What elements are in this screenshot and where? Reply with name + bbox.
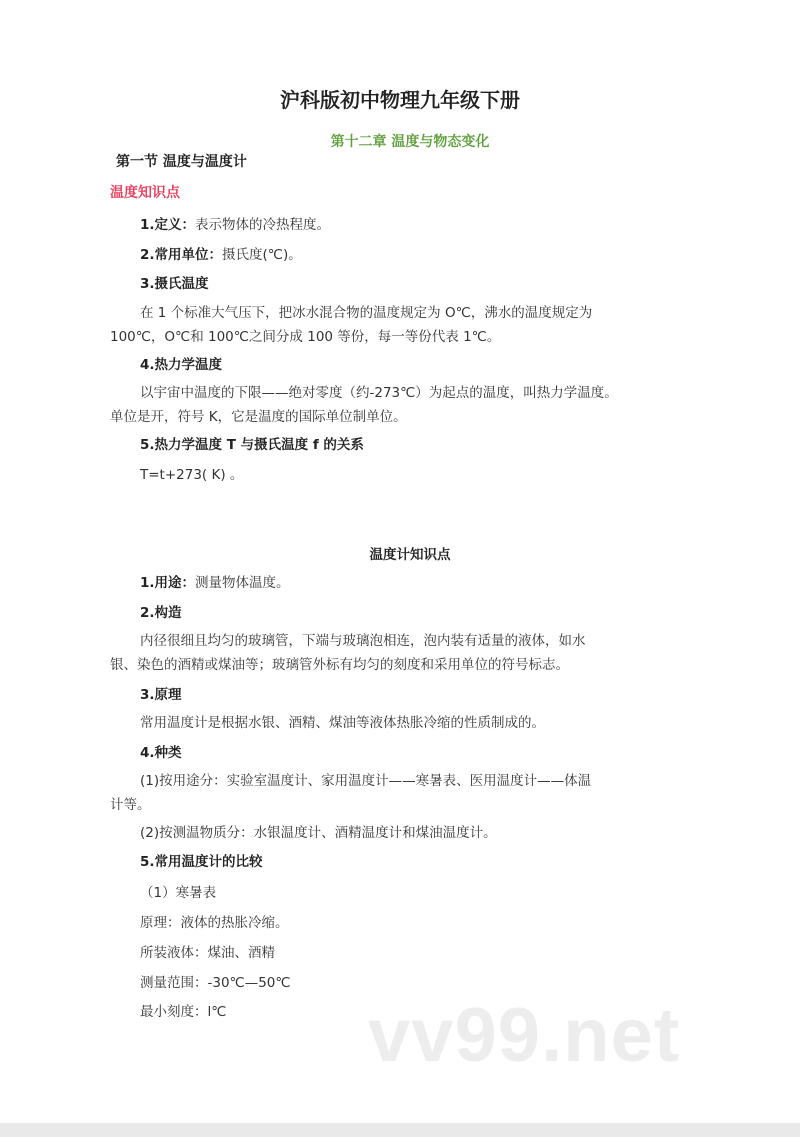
item-text: 表示物体的冷热程度。 bbox=[195, 217, 331, 233]
paragraph-line: (2)按测温物质分：水银温度计、酒精温度计和煤油温度计。 bbox=[140, 825, 497, 841]
formula: T=t+273( K) 。 bbox=[140, 467, 244, 483]
celsius-heading: 3.摄氏温度 bbox=[140, 276, 209, 292]
paragraph-line: (1)按用途分：实验室温度计、家用温度计——寒暑表、医用温度计——体温 bbox=[140, 773, 592, 789]
chapter-heading: 第十二章 温度与物态变化 bbox=[330, 134, 490, 150]
paragraph-line: 计等。 bbox=[110, 797, 151, 813]
paragraph-line: 单位是开，符号 K，它是温度的国际单位制单位。 bbox=[110, 409, 407, 425]
item-label: 1.用途： bbox=[140, 575, 196, 591]
types-heading: 4.种类 bbox=[140, 745, 182, 761]
temperature-knowledge-heading: 温度知识点 bbox=[110, 185, 180, 201]
thermometer-knowledge-heading: 温度计知识点 bbox=[369, 547, 451, 563]
paragraph-line: 常用温度计是根据水银、酒精、煤油等液体热胀冷缩的性质制成的。 bbox=[140, 715, 545, 731]
paragraph-line: 内径很细且均匀的玻璃管，下端与玻璃泡相连，泡内装有适量的液体，如水 bbox=[140, 633, 586, 649]
definition-item bbox=[140, 216, 330, 234]
detail-line: 最小刻度：l℃ bbox=[140, 1004, 227, 1020]
item-label: 2.常用单位： bbox=[140, 247, 223, 263]
detail-line: 原理：液体的热胀冷缩。 bbox=[140, 915, 289, 931]
detail-line: 所装液体：煤油、酒精 bbox=[140, 945, 275, 961]
subheading: （1）寒暑表 bbox=[140, 885, 217, 901]
comparison-heading: 5.常用温度计的比较 bbox=[140, 854, 263, 870]
paragraph-line: 在 1 个标准大气压下，把冰水混合物的温度规定为 O℃，沸水的温度规定为 bbox=[140, 305, 593, 321]
item-text: 摄氏度(℃)。 bbox=[222, 247, 302, 263]
item-text: 测量物体温度。 bbox=[195, 575, 290, 591]
page-bottom-edge bbox=[0, 1123, 800, 1137]
thermodynamic-heading: 4.热力学温度 bbox=[140, 357, 223, 373]
unit-item bbox=[140, 246, 302, 264]
paragraph-line: 100℃，O℃和 100℃之间分成 100 等份，每一等份代表 1℃。 bbox=[110, 329, 501, 345]
structure-heading: 2.构造 bbox=[140, 605, 182, 621]
watermark: vv99.net bbox=[368, 993, 681, 1078]
paragraph-line: 银、染色的酒精或煤油等；玻璃管外标有均匀的刻度和采用单位的符号标志。 bbox=[110, 657, 569, 673]
section-heading: 第一节 温度与温度计 bbox=[116, 154, 247, 170]
principle-heading: 3.原理 bbox=[140, 687, 182, 703]
relation-heading: 5.热力学温度 T 与摄氏温度 f 的关系 bbox=[140, 437, 364, 453]
document-title: 沪科版初中物理九年级下册 bbox=[280, 88, 520, 112]
detail-line: 测量范围：-30℃—50℃ bbox=[140, 975, 291, 991]
item-label: 1.定义： bbox=[140, 217, 196, 233]
paragraph-line: 以宇宙中温度的下限——绝对零度（约-273℃）为起点的温度，叫热力学温度。 bbox=[140, 385, 618, 401]
use-item bbox=[140, 574, 290, 592]
